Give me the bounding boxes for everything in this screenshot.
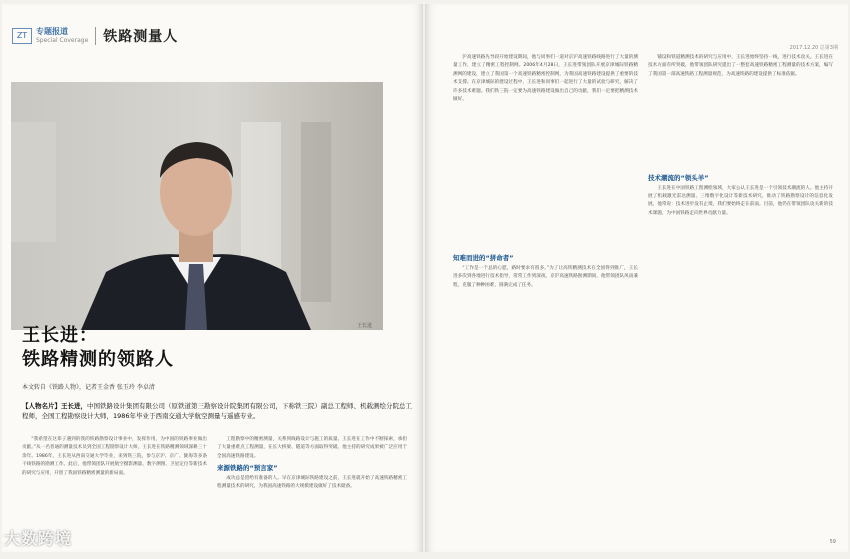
headline-line-1: 王长进：	[22, 325, 98, 346]
section-title: 铁路测量人	[103, 29, 179, 45]
section-header	[12, 26, 178, 46]
left-column-2	[217, 436, 407, 544]
left-subhead: 来源铁路的“预言家”	[217, 464, 278, 473]
headline-line-2: 铁路精测的领路人	[22, 349, 174, 370]
section-name-cn: 专题报道	[36, 27, 68, 36]
lead-paragraph	[22, 402, 414, 421]
right-col2b-text: 王长进在中国铁路工程测绘领域，大家公认王长进是一个引领技术潮流的人。他主持开展了机载激光雷达测量、三维数字化设计等新技术研究，推动了铁路勘察设计的信息化发展。他常说：技术进步没有止境，我们要始终走在前面。目前，他仍在带领团队攻关新的技术课题，为中国铁路走向世界贡献力量。	[648, 185, 833, 216]
lead-tag: 【人物名片】	[22, 402, 61, 410]
section-label	[36, 27, 88, 45]
right-subhead-1: 知难而进的“拼命者”	[453, 254, 514, 263]
right-col1b-text: “工作是一个总的心愿，路时要求有很多。”为了让高铁精测技术在全国得到推广，王长进多次到各地进行技术指导，常常工作到深夜。京沪高速铁路勘测期间，他带领团队风雨兼程，克服了种种困难，圆满完成了任务。	[453, 265, 638, 288]
left-col1-text: “我希望在这辈子遇到的我的铁路勘察设计事业中，发挥作用，为中国的铁路事业做出贡献。”从一名普通的测量技术员到全国工程勘察设计大师，王长进在铁路精测领域深耕三十余年。1986年，王长进从西南交通大学毕业，来到铁三院，参与京沪、京广、陇海等多条干线铁路的勘测工作。此后，他带领团队开展航空摄影测量、数字测图、卫星定位等新技术的研究与应用，开创了我国铁路精密测量的新局面。	[22, 437, 207, 476]
byline: 本文转自《铁路人物》，记者王金香 张玉玲 李卓清	[22, 384, 155, 391]
header-divider	[95, 27, 96, 45]
running-head: 2017.12.20 总第3期	[789, 45, 838, 51]
right-col1-text: 沪高速铁路先导段开始建设期间，他与同事们一道对京沪高速铁路线路进行了大量的测量工作，建立了精密工程控制网。2006年4月28日，王长进带领团队开展京津城际铁路精测网的建设，建立了我国第一个高速铁路精密控制网，为我国高速铁路建设提供了重要的技术支撑。在京津城际的建设过程中，王长进和同事们一起进行了大量的试验与研究，解决了许多技术难题。我们铁三院一定要为高速铁路建设做出自己的贡献，我们一定要把精测技术做好。	[453, 55, 638, 103]
left-col2b-text: 成功总是留给有准备的人。早在京津城际铁路建设之前，王长进就开始了高速铁路精密工程测量技术的研究，为我国高速铁路的大规模建设做好了技术储备。	[217, 475, 407, 490]
right-subhead-2: 技术潮流的“领头羊”	[648, 174, 709, 183]
lead-name: 王长进，	[61, 402, 87, 410]
right-column-1	[453, 54, 638, 540]
right-column-2	[648, 54, 833, 540]
right-col2-text: 铺设和铁道精测技术的研究与应用中，王长进始终坚持一线，进行技术攻关。王长进在技术方面有所突破，他带领团队研究提出了一整套高速铁路精密工程测量的技术方案，编写了我国第一部高速铁路工程测量规范，为高速铁路的建设提供了标准依据。	[648, 55, 833, 77]
right-page	[425, 4, 848, 552]
page-number-right: 59	[829, 539, 836, 545]
section-badge: ZT	[12, 28, 32, 44]
section-name-en: Special Coverage	[36, 37, 89, 44]
article-headline	[22, 324, 174, 372]
left-col2-text: 工程勘察中的精密测量，关系到线路设计与施工的质量。王长进在工作中不断探索，承担了大量重难点工程测量，在长大桥梁、隧道等方面取得突破。他主持的研究成果被广泛应用于全国高速铁路建设。	[217, 437, 407, 459]
lead-text: 中国铁路设计集团有限公司（原铁道第三勘察设计院集团有限公司，下称铁三院）副总工程师、机载测绘分院总工程师，全国工程勘察设计大师，1986年毕业于西南交通大学航空测量与遥感专业。	[22, 402, 412, 420]
watermark-logo: 大数跨境	[4, 529, 73, 548]
left-page	[2, 4, 423, 552]
portrait-photo	[11, 82, 383, 330]
photo-caption: 王长进	[357, 323, 373, 329]
portrait-illustration	[11, 82, 383, 330]
